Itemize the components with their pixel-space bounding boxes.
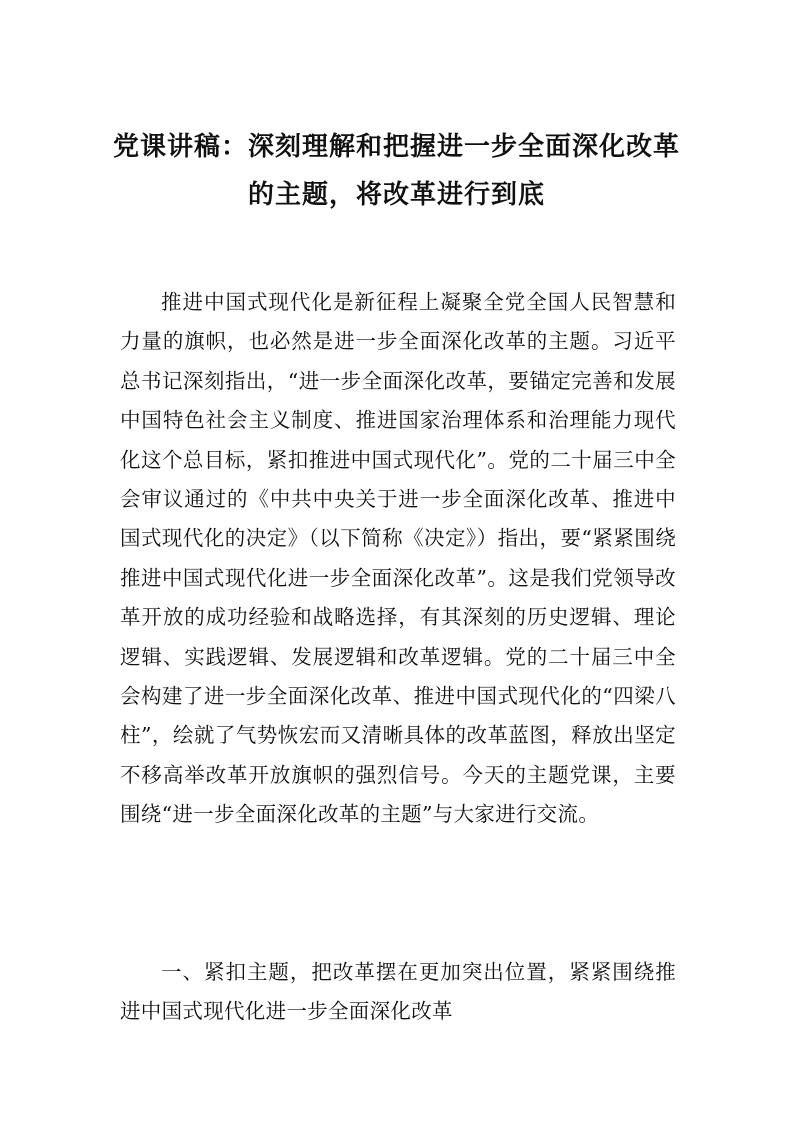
document-title: 党课讲稿：深刻理解和把握进一步全面深化改革的主题，将改革进行到底: [112, 132, 680, 210]
section-heading: 一、紧扣主题，把改革摆在更加突出位置，紧紧围绕推进中国式现代化进一步全面深化改革: [120, 960, 676, 1024]
body-paragraph: 推进中国式现代化是新征程上凝聚全党全国人民智慧和力量的旗帜，也必然是进一步全面深化改革的主题。习近平总书记深刻指出，“进一步全面深化改革，要锚定完善和发展中国特色社会主义制度、推进国家治理体系和治理能力现代化这个总目标，紧扣推进中国式现代化”。党的二十届三中全会审议通过的《中共中央关于进一步全面深化改革、推进中国式现代化的决定》（以下简称《决定》）指出，要“紧紧围绕推进中国式现代化进一步全面深化改革”。这是我们党领导改革开放的成功经验和战略选择，有其深刻的历史逻辑、理论逻辑、实践逻辑、发展逻辑和改革逻辑。党的二十届三中全会构建了进一步全面深化改革、推进中国式现代化的“四梁八柱”，绘就了气势恢宏而又清晰具体的改革蓝图，释放出坚定不移高举改革开放旗帜的强烈信号。今天的主题党课，主要围绕“进一步全面深化改革的主题”与大家进行交流。: [120, 290, 676, 827]
